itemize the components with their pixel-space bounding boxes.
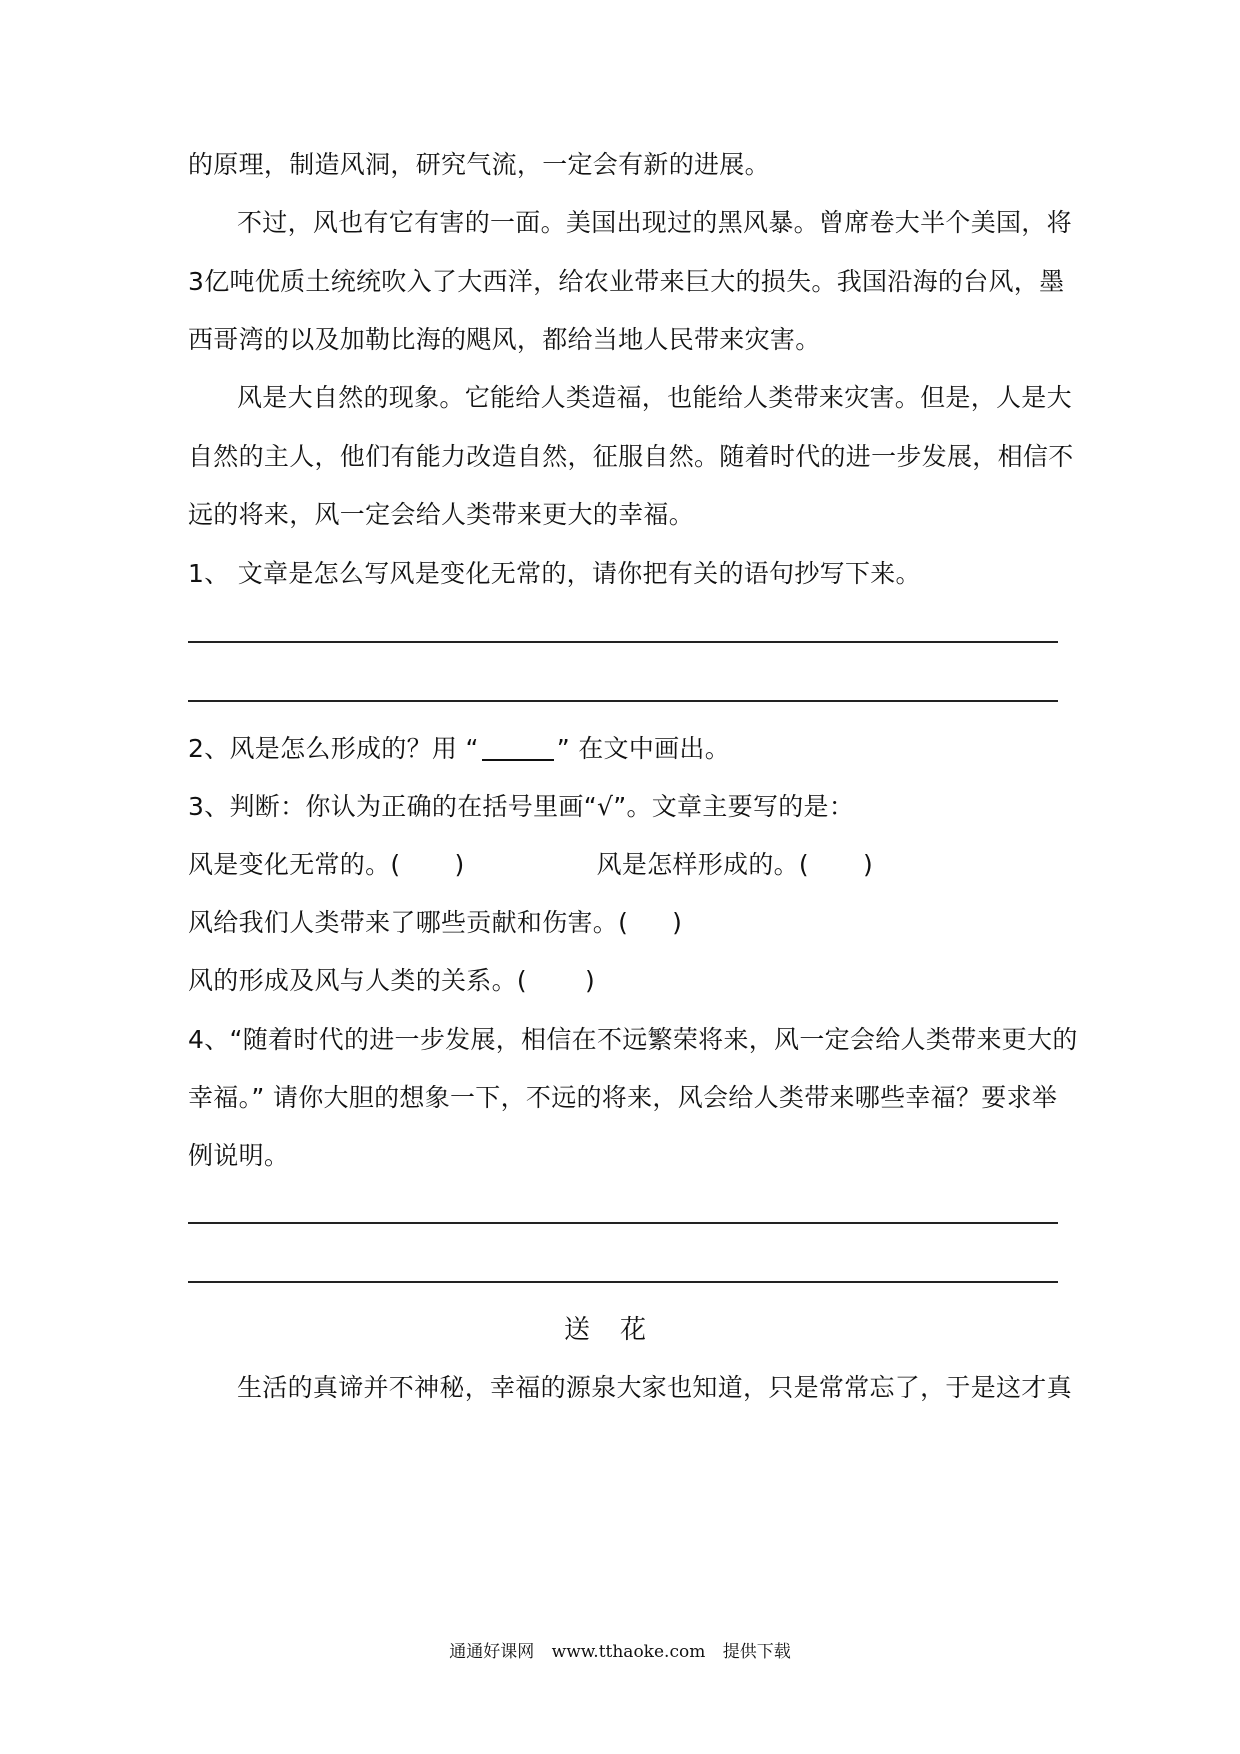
option-close-paren: ): [584, 966, 596, 995]
option-text: 风给我们人类带来了哪些贡献和伤害。(: [188, 908, 629, 937]
question-1: 1、 文章是怎么写风是变化无常的，请你把有关的语句抄写下来。: [188, 559, 921, 588]
option-close-paren: ): [454, 850, 465, 879]
question-3: 3、判断：你认为正确的在括号里画“√”。文章主要写的是：: [188, 792, 855, 821]
passage-line-3: 3亿吨优质土统统吹入了大西洋，给农业带来巨大的损失。我国沿海的台风，墨: [188, 267, 1065, 296]
answer-line: [188, 1222, 1058, 1224]
question-2-text-after: ” 在文中画出。: [556, 734, 731, 763]
question-2: [188, 732, 1058, 766]
passage-line-1: 的原理，制造风洞，研究气流，一定会有新的进展。: [188, 150, 770, 179]
question-4-line-1: 4、“随着时代的进一步发展，相信在不远繁荣将来，风一定会给人类带来更大的: [188, 1025, 1078, 1054]
question-2-text-before: 2、风是怎么形成的？用 “: [188, 734, 479, 763]
page-footer: [0, 1640, 1240, 1664]
question-4-line-2: 幸福。” 请你大胆的想象一下，不远的将来，风会给人类带来哪些幸福？要求举: [188, 1083, 1058, 1112]
question-3-row-2: [188, 906, 1058, 940]
answer-line: [188, 1281, 1058, 1283]
passage-title: 送花: [563, 1315, 676, 1345]
option-close-paren: ): [672, 908, 683, 937]
underline-sample: [482, 737, 554, 761]
option-text: 风的形成及风与人类的关系。(: [188, 966, 527, 995]
next-passage-first-line: 生活的真谛并不神秘，幸福的源泉大家也知道，只是常常忘了，于是这才真: [237, 1373, 1072, 1402]
answer-line: [188, 700, 1058, 702]
question-3-row-1: [188, 848, 1058, 882]
passage-line-2: 不过，风也有它有害的一面。美国出现过的黑风暴。曾席卷大半个美国，将: [237, 208, 1072, 237]
passage-line-5: 风是大自然的现象。它能给人类造福，也能给人类带来灾害。但是，人是大: [237, 383, 1072, 412]
footer-note: 提供下载: [722, 1642, 791, 1662]
option-close-paren: ): [863, 850, 874, 879]
option-text: 风是变化无常的。(: [188, 850, 401, 879]
passage-line-4: 西哥湾的以及加勒比海的飓风，都给当地人民带来灾害。: [188, 325, 821, 354]
answer-line: [188, 641, 1058, 643]
question-3-row-3: [188, 964, 1058, 998]
passage-line-7: 远的将来，风一定会给人类带来更大的幸福。: [188, 500, 695, 529]
footer-url: www.tthaoke.com: [551, 1642, 706, 1662]
question-4-line-3: 例说明。: [188, 1141, 290, 1170]
footer-site-name: 通通好课网: [449, 1642, 535, 1662]
option-text: 风是怎样形成的。(: [596, 850, 809, 879]
passage-line-6: 自然的主人，他们有能力改造自然，征服自然。随着时代的进一步发展，相信不: [188, 442, 1074, 471]
